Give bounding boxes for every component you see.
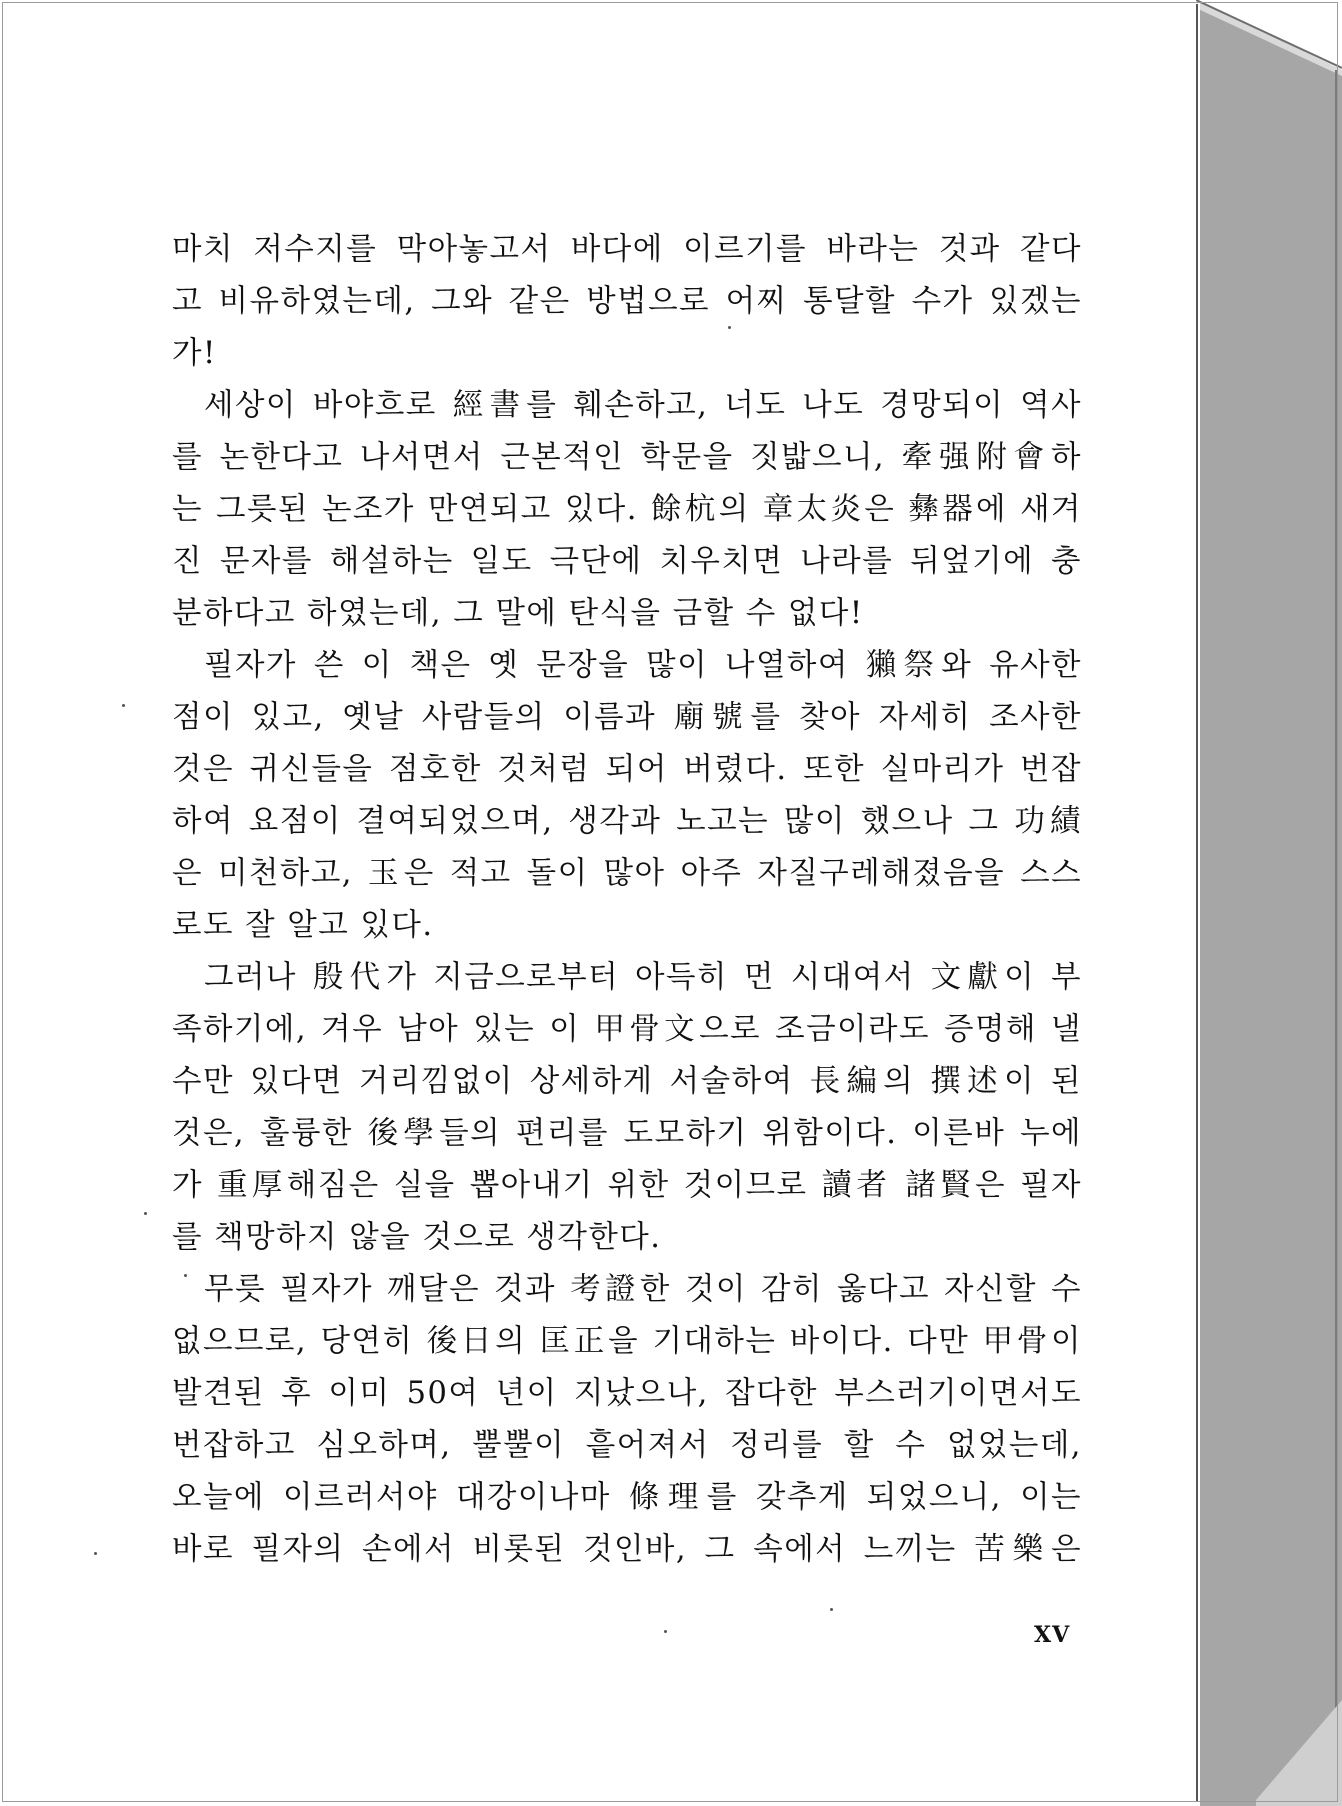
text-line: 그러나 殷代가 지금으로부터 아득히 먼 시대여서 文獻이 부 <box>204 960 1082 995</box>
scan-border <box>2 2 1338 1802</box>
text-line: 하여 요점이 결여되었으며, 생각과 노고는 많이 했으나 그 功績 <box>172 804 1082 839</box>
text-line: 필자가 쓴 이 책은 옛 문장을 많이 나열하여 獺祭와 유사한 <box>204 648 1082 683</box>
page-number: XV <box>1034 1622 1071 1648</box>
text-line: 분하다고 하였는데, 그 말에 탄식을 금할 수 없다! <box>172 596 864 631</box>
text-line: 없으므로, 당연히 後日의 匡正을 기대하는 바이다. 다만 甲骨이 <box>172 1324 1082 1359</box>
text-line: 진 문자를 해설하는 일도 극단에 치우치면 나라를 뒤엎기에 충 <box>172 544 1082 579</box>
text-line: 것은, 훌륭한 後學들의 편리를 도모하기 위함이다. 이른바 누에 <box>172 1116 1082 1151</box>
text-line: 로도 잘 알고 있다. <box>172 908 434 943</box>
text-line: 점이 있고, 옛날 사람들의 이름과 廟號를 찾아 자세히 조사한 <box>172 700 1082 735</box>
text-line: 족하기에, 겨우 남아 있는 이 甲骨文으로 조금이라도 증명해 낼 <box>172 1012 1082 1047</box>
text-line: 무릇 필자가 깨달은 것과 考證한 것이 감히 옳다고 자신할 수 <box>204 1272 1082 1307</box>
text-line: 수만 있다면 거리낌없이 상세하게 서술하여 長編의 撰述이 된 <box>172 1064 1082 1099</box>
text-line: 세상이 바야흐로 經書를 훼손하고, 너도 나도 경망되이 역사 <box>204 388 1082 423</box>
text-line: 는 그릇된 논조가 만연되고 있다. 餘杭의 章太炎은 彝器에 새겨 <box>172 492 1082 527</box>
text-line: 마치 저수지를 막아놓고서 바다에 이르기를 바라는 것과 같다 <box>172 232 1082 267</box>
text-line: 고 비유하였는데, 그와 같은 방법으로 어찌 통달할 수가 있겠는 <box>172 284 1082 319</box>
text-line: 를 논한다고 나서면서 근본적인 학문을 짓밟으니, 牽强附會하 <box>172 440 1082 475</box>
text-line: 발견된 후 이미 50여 년이 지났으나, 잡다한 부스러기이면서도 <box>172 1376 1082 1411</box>
text-line: 은 미천하고, 玉은 적고 돌이 많아 아주 자질구레해졌음을 스스 <box>172 856 1082 891</box>
text-line: 오늘에 이르러서야 대강이나마 條理를 갖추게 되었으니, 이는 <box>172 1480 1082 1515</box>
text-line: 가 重厚해짐은 실을 뽑아내기 위한 것이므로 讀者 諸賢은 필자 <box>172 1168 1082 1203</box>
text-line: 번잡하고 심오하며, 뿔뿔이 흩어져서 정리를 할 수 없었는데, <box>172 1428 1082 1463</box>
text-line: 가! <box>172 336 217 371</box>
text-line: 바로 필자의 손에서 비롯된 것인바, 그 속에서 느끼는 苦樂은 <box>172 1532 1082 1567</box>
text-line: 것은 귀신들을 점호한 것처럼 되어 버렸다. 또한 실마리가 번잡 <box>172 752 1082 787</box>
text-line: 를 책망하지 않을 것으로 생각한다. <box>172 1220 662 1255</box>
